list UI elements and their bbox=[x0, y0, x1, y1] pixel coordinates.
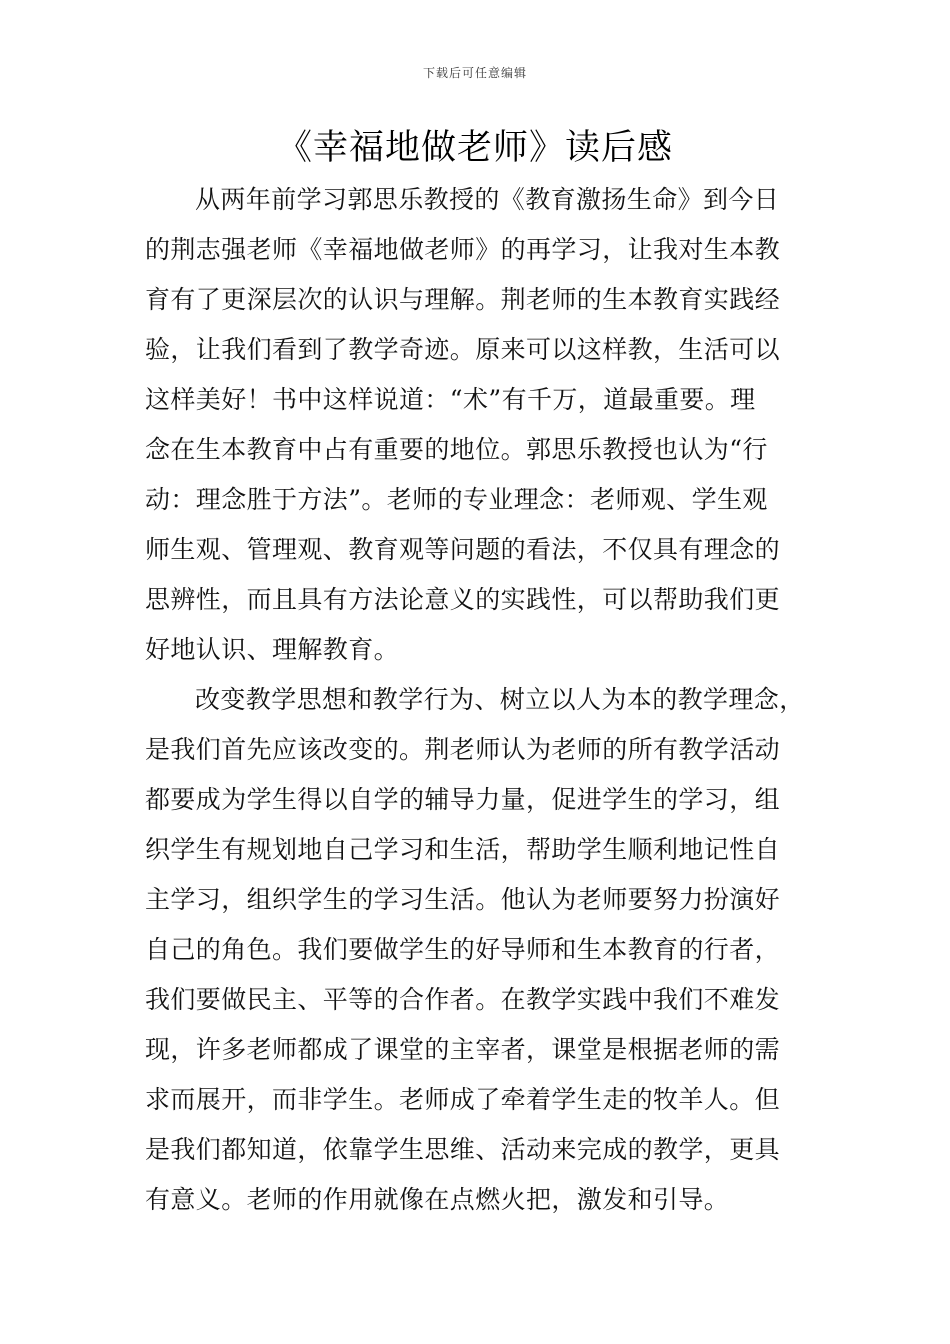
document-title: 《幸福地做老师》读后感 bbox=[276, 128, 673, 168]
header-note: 下载后可任意编辑 bbox=[422, 66, 527, 80]
text-line: 是我们都知道，依靠学生思维、活动来完成的教学，更具 bbox=[145, 1135, 781, 1164]
text-line: 自己的角色。我们要做学生的好导师和生本教育的行者， bbox=[145, 935, 781, 964]
text-line: 织学生有规划地自己学习和生活，帮助学生顺利地记性自 bbox=[145, 835, 781, 864]
text-line: 主学习，组织学生的学习生活。他认为老师要努力扮演好 bbox=[145, 885, 781, 914]
text-line: 验，让我们看到了教学奇迹。原来可以这样教，生活可以 bbox=[145, 335, 781, 364]
text-line: 求而展开，而非学生。老师成了牵着学生走的牧羊人。但 bbox=[145, 1085, 781, 1114]
text-line: 从两年前学习郭思乐教授的《教育激扬生命》到今日 bbox=[195, 185, 780, 214]
text-line: 有意义。老师的作用就像在点燃火把，激发和引导。 bbox=[145, 1185, 730, 1214]
text-line: 思辨性，而且具有方法论意义的实践性，可以帮助我们更 bbox=[145, 585, 781, 614]
text-line: 育有了更深层次的认识与理解。荆老师的生本教育实践经 bbox=[145, 285, 781, 314]
text-line: 好地认识、理解教育。 bbox=[145, 635, 400, 664]
text-line: 的荆志强老师《幸福地做老师》的再学习，让我对生本教 bbox=[145, 235, 781, 264]
paragraph-2 bbox=[145, 675, 810, 1225]
text-line: 师生观、管理观、教育观等问题的看法，不仅具有理念的 bbox=[145, 535, 781, 564]
document-body bbox=[145, 175, 810, 1225]
paragraph-1 bbox=[145, 175, 810, 675]
text-line: 这样美好！书中这样说道：“术”有千万，道最重要。理 bbox=[145, 385, 756, 414]
text-line: 现，许多老师都成了课堂的主宰者，课堂是根据老师的需 bbox=[145, 1035, 781, 1064]
text-line: 动：理念胜于方法”。老师的专业理念：老师观、学生观 bbox=[145, 485, 768, 514]
text-line: 念在生本教育中占有重要的地位。郭思乐教授也认为“行 bbox=[145, 435, 768, 464]
text-line: 都要成为学生得以自学的辅导力量，促进学生的学习，组 bbox=[145, 785, 781, 814]
text-line: 我们要做民主、平等的合作者。在教学实践中我们不难发 bbox=[145, 985, 781, 1014]
text-line: 改变教学思想和教学行为、树立以人为本的教学理念， bbox=[195, 685, 805, 714]
text-line: 是我们首先应该改变的。荆老师认为老师的所有教学活动 bbox=[145, 735, 781, 764]
